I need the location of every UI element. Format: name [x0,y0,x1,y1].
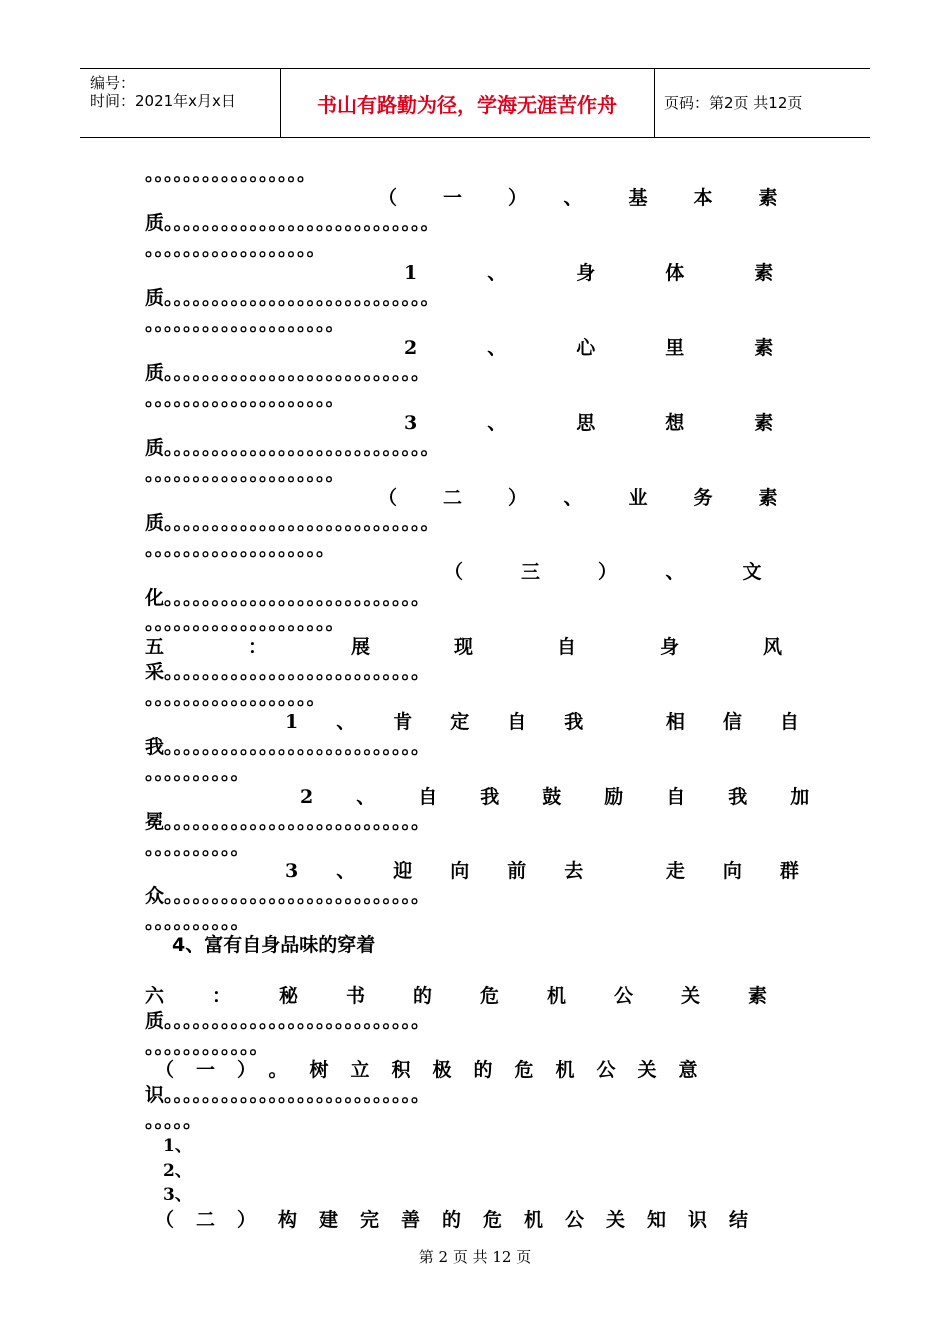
heading-line: （二）构建完善的危机公关知识结 [155,1209,771,1231]
body-line: 采。。。。。。。。。。。。。。。。。。。。。。。。。。。 [145,661,431,683]
heading-text: （一）、基本素 [378,187,824,209]
body-line: 。。。。。。。。。。。。。。。。。。。 [145,538,336,560]
list-item: 2、 [163,1161,192,1181]
body-line: 化。。。。。。。。。。。。。。。。。。。。。。。。。。。 [145,587,431,609]
heading-line: 1、身体素 [404,262,844,284]
heading-line: 3、迎向前去 走向群 [285,860,837,882]
heading-line: 2、自我鼓励自我加 [300,786,853,808]
header-motto: 书山有路勤为径，学海无涯苦作舟 [317,93,617,117]
heading-line: （二）、业务素 [378,487,824,509]
header-meta [80,69,280,137]
header-divider [654,69,655,137]
doc-time-label: 时间：2021年x月x日 [90,92,236,110]
header-page-label: 页码：第2页 共12页 [664,94,803,112]
heading-line [378,186,824,210]
body-line: 。。。。。。。。。。 [145,762,250,784]
body-line: 。。。。。。。。。。。。。。。。。。。。 [145,463,345,485]
heading-line: 2、心里素 [404,337,844,359]
body-line: 质。。。。。。。。。。。。。。。。。。。。。。。。。。。。 [145,212,440,234]
body-line: 质。。。。。。。。。。。。。。。。。。。。。。。。。。。 [145,1010,431,1032]
body-line: 质。。。。。。。。。。。。。。。。。。。。。。。。。。。。 [145,287,440,309]
heading-line: （一）。树立积极的危机公关意 [155,1059,720,1081]
body-line: 识。。。。。。。。。。。。。。。。。。。。。。。。。。。 [145,1084,431,1106]
body-line: 质。。。。。。。。。。。。。。。。。。。。。。。。。。。 [145,362,431,384]
body-line: 质。。。。。。。。。。。。。。。。。。。。。。。。。。。。 [145,437,440,459]
body-line: 。。。。。。。。。。。。。。。。。。。。 [145,612,345,634]
body-line: 冕。。。。。。。。。。。。。。。。。。。。。。。。。。。 [145,811,431,833]
doc-number-label: 编号： [90,74,136,92]
heading-line: 4、富有自身品味的穿着 [172,934,376,956]
page-footer: 第 2 页 共 12 页 [418,1248,532,1266]
body-line: 。。。。。。。。。。 [145,911,250,933]
body-line: 。。。。。。。。。。。。。。。。。。 [145,238,326,260]
body-line: 质。。。。。。。。。。。。。。。。。。。。。。。。。。。。 [145,512,440,534]
heading-line: 3、思想素 [404,412,844,434]
body-line: 。。。。。。。。。。。。。。。。。。。。 [145,388,345,410]
list-item: 3、 [163,1185,192,1205]
section-heading: 六：秘书的危机公关素 [145,985,816,1007]
section-heading: 五：展现自身风 [145,636,867,658]
body-line: 众。。。。。。。。。。。。。。。。。。。。。。。。。。。 [145,885,431,907]
heading-line: （三）、文 [444,561,820,583]
body-line: 。。。。。。。。。。。。。。。。。 [145,163,317,185]
body-line: 。。。。。。。。。。。。。。。。。。 [145,687,326,709]
heading-line: 1、肯定自我 相信自 [285,711,837,733]
body-line: 。。。。。。。。。。。。。。。。。。。。 [145,313,345,335]
list-item: 1、 [163,1136,192,1156]
page-header [80,68,870,138]
body-line: 。。。。。 [145,1110,203,1132]
body-line: 我。。。。。。。。。。。。。。。。。。。。。。。。。。。 [145,736,431,758]
body-line: 。。。。。。。。。。。。 [145,1036,269,1058]
body-line: 。。。。。。。。。。 [145,837,250,859]
